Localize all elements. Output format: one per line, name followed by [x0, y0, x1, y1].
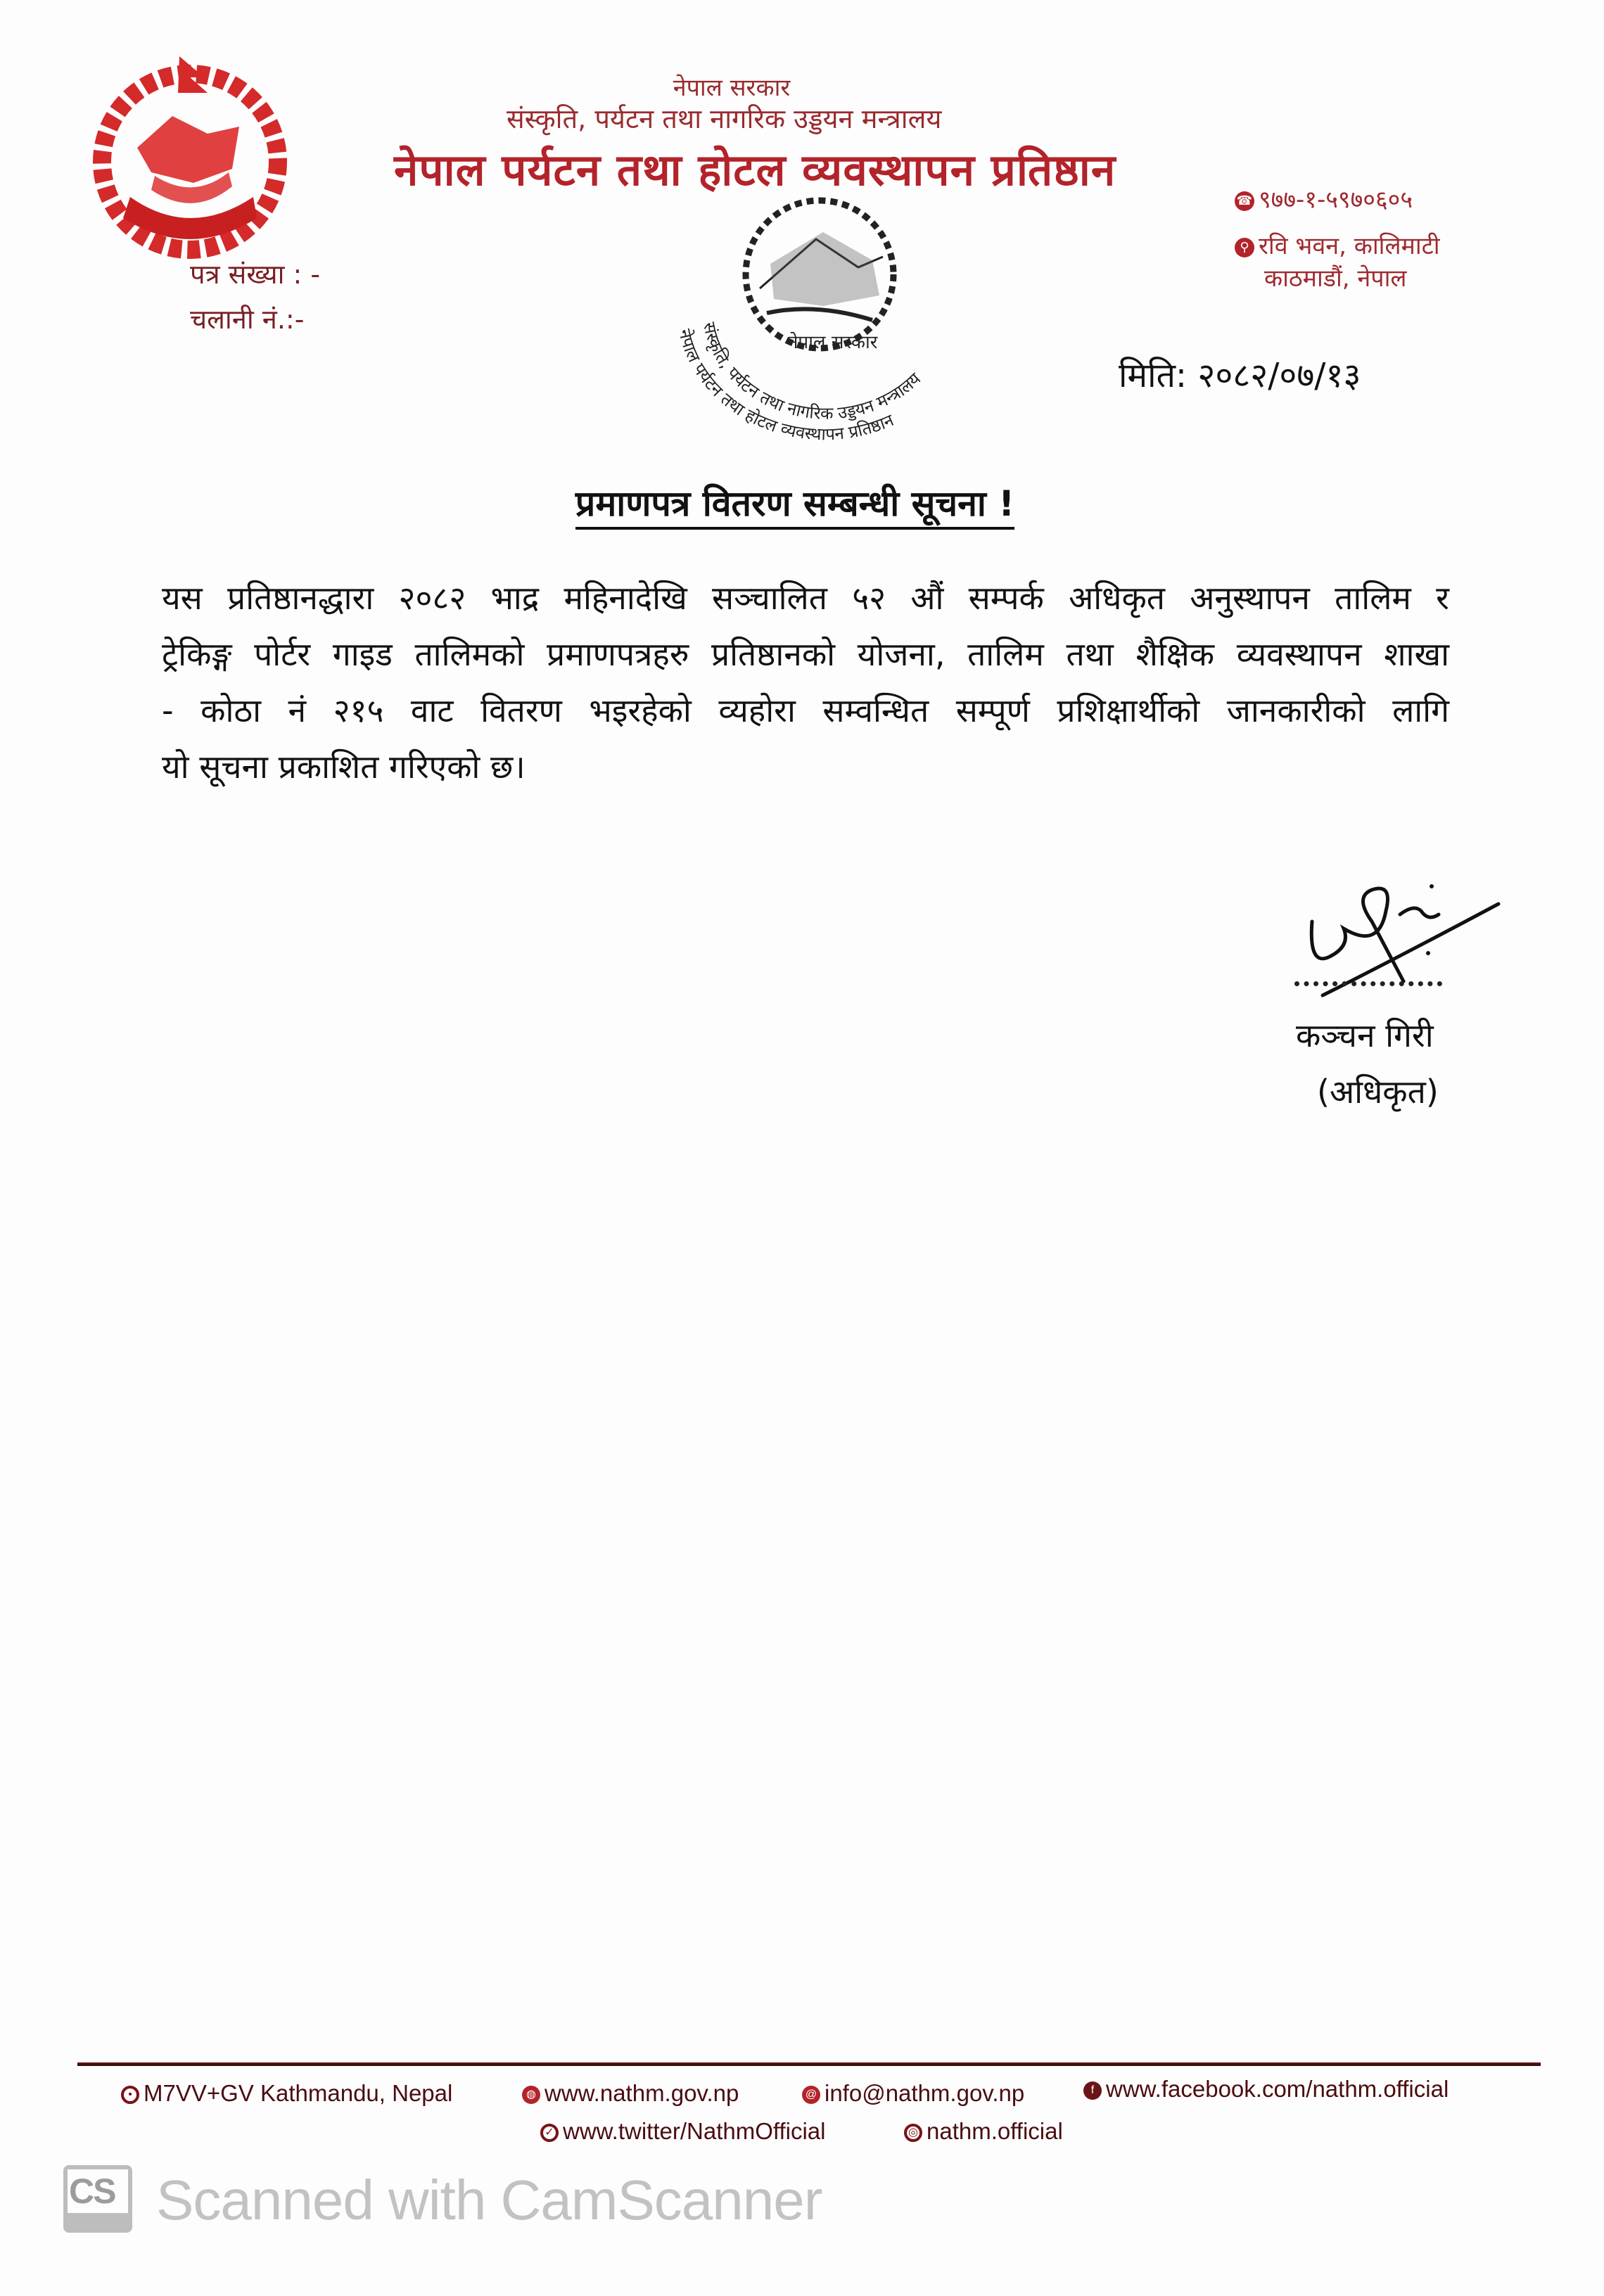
footer-instagram-link[interactable] — [904, 2118, 1063, 2145]
notice-title-text: प्रमाणपत्र वितरण सम्बन्धी सूचना ! — [575, 483, 1014, 530]
instagram-icon: ◎ — [904, 2124, 922, 2142]
government-name — [0, 70, 1604, 103]
notice-body-line: ट्रेकिङ्ग पोर्टर गाइड तालिमको प्रमाणपत्रहरु प्रतिष्ठानको योजना, तालिम तथा शैक्षिक व्यवस्थापन शाखा — [162, 635, 1449, 673]
date-value: २०८२/०७/१३ — [1197, 356, 1361, 395]
signatory-designation: (अधिकृत) — [1317, 1073, 1439, 1111]
date-row — [1119, 352, 1361, 397]
email-icon: @ — [802, 2086, 820, 2104]
globe-icon: ◍ — [522, 2086, 540, 2104]
footer-website-link[interactable] — [522, 2080, 739, 2107]
camscanner-logo — [63, 2165, 132, 2233]
twitter-icon: ✓ — [540, 2124, 559, 2142]
address-row — [1235, 228, 1440, 264]
reference-fields — [190, 252, 320, 342]
camscanner-watermark-text: Scanned with CamScanner — [156, 2169, 822, 2231]
address-line-1: रवि भवन, कालिमाटी — [1259, 232, 1440, 260]
footer-email-link[interactable] — [802, 2080, 1024, 2107]
dispatch-number-label: चलानी नं.:- — [190, 304, 305, 335]
notice-body-line: यो सूचना प्रकाशित गरिएको छ। — [162, 748, 526, 786]
ministry-name: संस्कृति, पर्यटन तथा नागरिक उड्डयन मन्त्रालय — [507, 103, 942, 134]
notice-body-line: यस प्रतिष्ठानद्धारा २०८२ भाद्र महिनादेखि सञ्चालित ५२ औं सम्पर्क अधिकृत अनुस्थापन तालिम र — [162, 579, 1449, 617]
letter-number-label: पत्र संख्या : - — [190, 259, 321, 290]
footer-instagram-text[interactable]: nathm.official — [927, 2118, 1063, 2144]
phone-row — [1235, 181, 1440, 218]
government-name-text: नेपाल सरकार — [673, 74, 791, 102]
footer-address-text: M7VV+GV Kathmandu, Nepal — [144, 2080, 453, 2106]
footer-facebook-text[interactable]: www.facebook.com/nathm.official — [1106, 2076, 1449, 2102]
signature-line — [1294, 981, 1442, 986]
footer-email-text[interactable]: info@nathm.gov.np — [825, 2080, 1025, 2106]
map-pin-icon: • — [121, 2086, 139, 2104]
notice-title — [0, 478, 1604, 526]
date-label: मिति: — [1119, 356, 1188, 395]
stamp-ring-text-2: नेपाल पर्यटन तथा होटल व्यवस्थापन प्रतिष्ठान — [675, 327, 897, 443]
footer-twitter-link[interactable] — [540, 2118, 825, 2145]
organization-name: नेपाल पर्यटन तथा होटल व्यवस्थापन प्रतिष्ठान — [394, 144, 1116, 196]
official-stamp — [647, 190, 999, 443]
phone-number: ९७७-१-५९७०६०५ — [1259, 186, 1413, 214]
footer-facebook-link[interactable] — [1083, 2076, 1449, 2103]
footer-website-text[interactable]: www.nathm.gov.np — [545, 2080, 739, 2106]
address-line-2: काठमाडौं, नेपाल — [1264, 264, 1407, 293]
notice-body — [162, 570, 1449, 795]
notice-body-line: - कोठा नं २१५ वाट वितरण भइरहेको व्यहोरा सम्वन्धित सम्पूर्ण प्रशिक्षार्थीको जानकारीको लागि — [162, 691, 1449, 729]
signatory-name: कञ्चन गिरी — [1296, 1016, 1434, 1054]
stamp-inner-text: नेपाल सरकार — [788, 332, 878, 353]
contact-info — [1235, 181, 1440, 297]
camscanner-logo-text: CS — [69, 2171, 115, 2211]
stamp-ring-text-1: संस्कृति, पर्यटन तथा नागरिक उड्डयन मन्त्रालय — [699, 320, 925, 423]
footer-twitter-text[interactable]: www.twitter/NathmOfficial — [563, 2118, 826, 2144]
location-pin-icon: ⚲ — [1235, 238, 1254, 257]
footer-divider — [77, 2062, 1541, 2066]
footer-address — [121, 2080, 452, 2107]
phone-icon: ☎ — [1235, 191, 1254, 211]
facebook-icon: f — [1083, 2081, 1102, 2100]
